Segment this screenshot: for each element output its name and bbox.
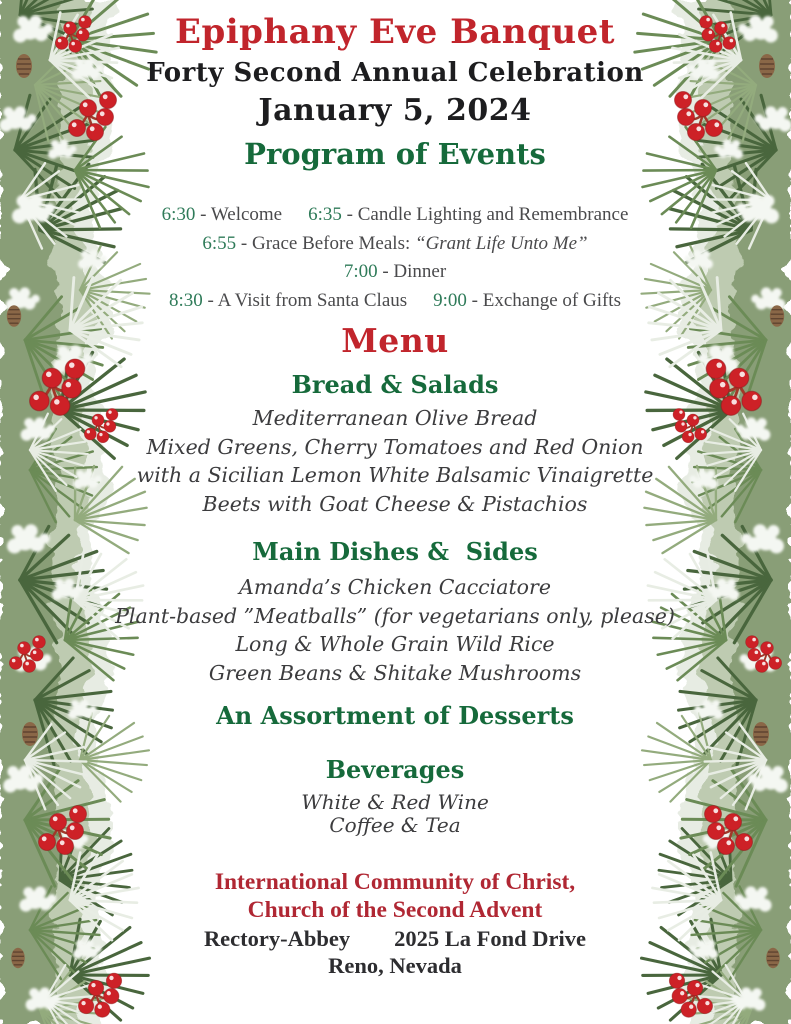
event-label: - Welcome <box>200 204 283 225</box>
program-schedule <box>115 201 675 315</box>
organization-line-2: Church of the Second Advent <box>247 897 543 923</box>
menu-item: with a Sicilian Lemon White Balsamic Vinaigrette <box>136 463 654 487</box>
organization-name <box>115 868 675 924</box>
event-label: - Candle Lighting and Remembrance <box>346 204 629 225</box>
event-time: 6:35 <box>308 204 342 225</box>
menu-item: Plant-based ”Meatballs” (for vegetarians only, please) <box>115 603 675 628</box>
event-label: - A Visit from Santa Claus <box>207 289 408 311</box>
event-label: - Grace Before Meals: <box>240 232 411 254</box>
menu-heading: Menu <box>341 321 449 360</box>
menu-item: Mediterranean Olive Bread <box>252 406 538 430</box>
event-time: 9:00 <box>433 289 467 311</box>
menu-section-items-bread-salads <box>115 404 675 518</box>
menu-item: Amanda’s Chicken Cacciatore <box>239 575 551 599</box>
menu-section-title-bread-salads: Bread & Salads <box>291 370 499 399</box>
menu-section-title-beverages: Beverages <box>325 755 465 784</box>
event-label: - Dinner <box>382 261 447 282</box>
organization-line-1: International Community of Christ, <box>214 869 576 895</box>
menu-item: Coffee & Tea <box>329 813 461 837</box>
address-street: 2025 La Fond Drive <box>394 926 587 951</box>
schedule-row <box>115 201 675 230</box>
schedule-row <box>115 230 675 259</box>
menu-item: Mixed Greens, Cherry Tomatoes and Red Onion <box>146 434 644 459</box>
address-line-1 <box>115 925 675 952</box>
menu-item: White & Red Wine <box>301 790 489 814</box>
event-date: January 5, 2024 <box>258 93 532 128</box>
program-heading: Program of Events <box>244 137 546 171</box>
address-block <box>115 925 675 979</box>
schedule-event <box>202 233 587 254</box>
grace-quote: “Grant Life Unto Me” <box>415 232 588 254</box>
address-city: Reno, Nevada <box>328 953 462 978</box>
event-time: 6:30 <box>161 204 196 225</box>
schedule-event <box>162 204 283 225</box>
schedule-event <box>308 204 628 225</box>
menu-item: Green Beans & Shitake Mushrooms <box>208 660 582 685</box>
page-title: Epiphany Eve Banquet <box>175 12 615 52</box>
menu-section-items-beverages <box>115 791 675 837</box>
menu-section-title-main-dishes: Main Dishes & Sides <box>252 537 538 566</box>
menu-section-title-desserts: An Assortment of Desserts <box>216 701 574 730</box>
schedule-event <box>433 290 621 311</box>
event-time: 6:55 <box>202 232 237 254</box>
schedule-row <box>115 287 675 316</box>
menu-item: Long & Whole Grain Wild Rice <box>235 632 555 656</box>
menu-section-items-main-dishes <box>115 573 675 687</box>
event-label: - Exchange of Gifts <box>471 289 621 311</box>
event-time: 8:30 <box>169 289 203 311</box>
schedule-row <box>115 258 675 287</box>
schedule-event <box>169 290 407 311</box>
page-subtitle: Forty Second Annual Celebration <box>146 58 644 88</box>
address-venue: Rectory-Abbey <box>203 926 351 951</box>
event-time: 7:00 <box>343 261 378 282</box>
menu-item: Beets with Goat Cheese & Pistachios <box>202 491 588 516</box>
schedule-event <box>344 261 446 282</box>
